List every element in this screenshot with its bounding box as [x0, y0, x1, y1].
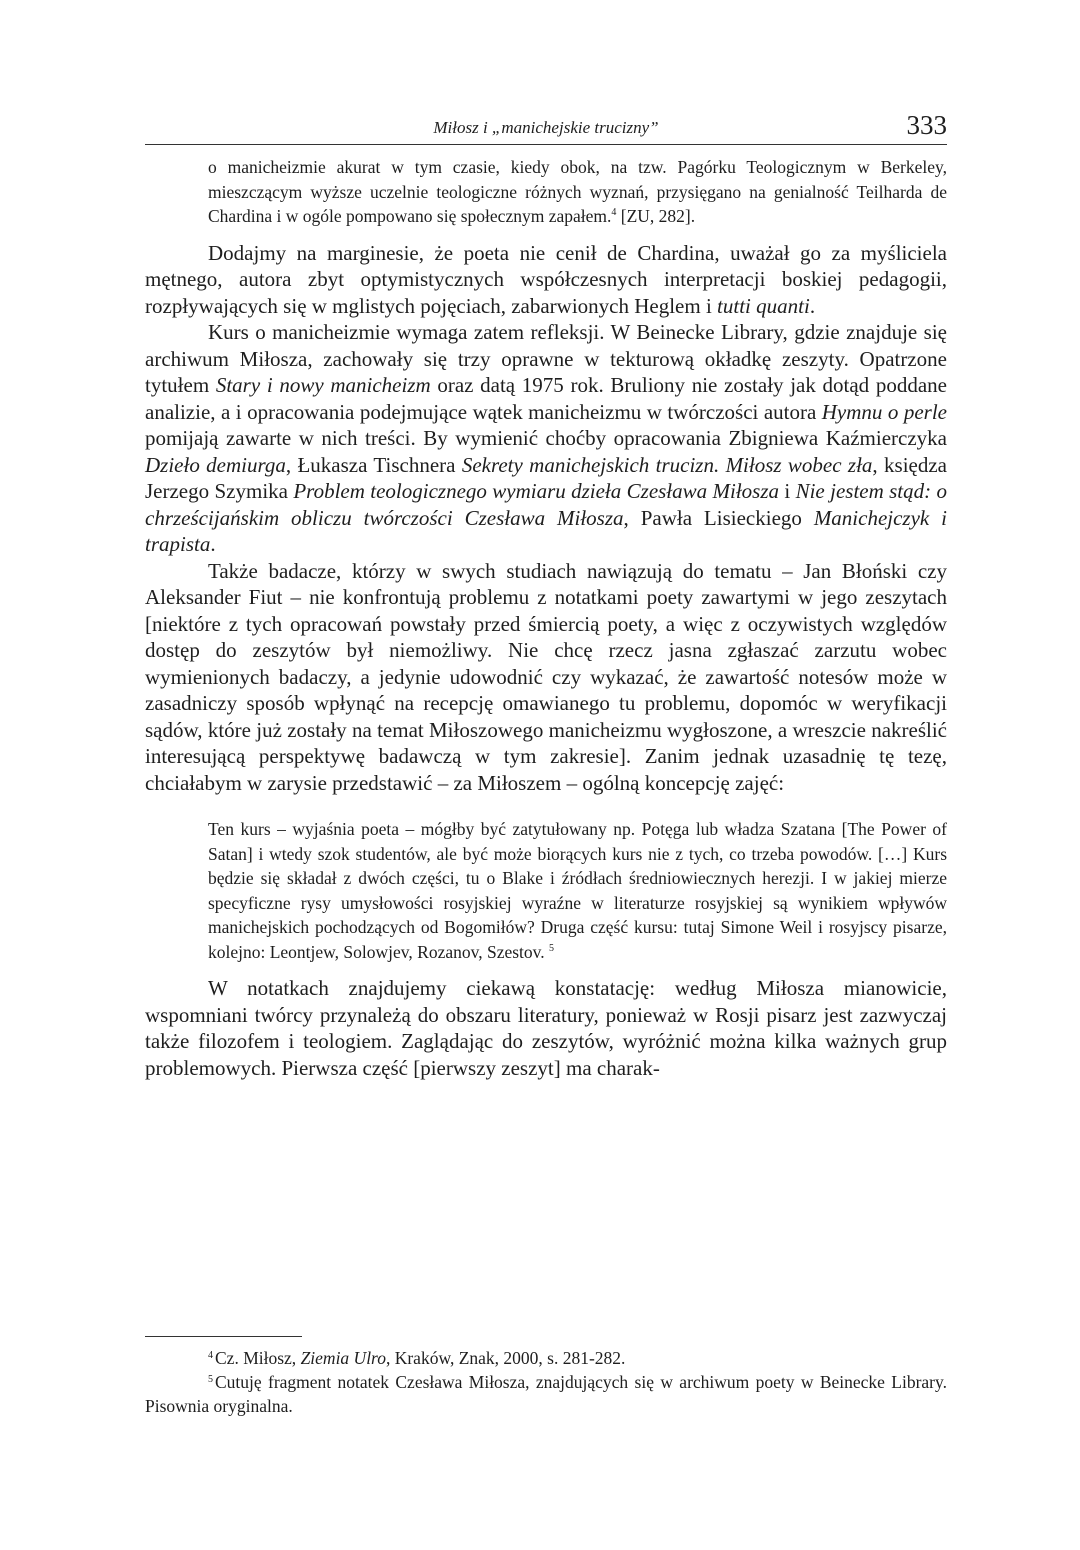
italic-title: Sekrety manichejskich trucizn. Miłosz wobec zła: [461, 452, 873, 477]
italic-phrase: tutti quanti: [717, 293, 810, 318]
paragraph-text: .: [809, 293, 816, 318]
paragraph-3: Także badacze, którzy w swych studiach nawiązują do tematu – Jan Błoński czy Aleksander Fiut – nie konfrontują problemu z notatkami poety zawartymi w jego zeszytach [niektóre z tych opracowań powstały przed śmiercią poety, a więc z oczywistych względów dostęp do zeszytów był niemożliwy. Nie chcę rzecz jasna zgłaszać zarzutu wobec wymienionych badaczy, a jedynie udowodnić czy wykazać, że zawartość notesów może w zasadniczy sposób wpłynąć na recepcję omawianego tu problemu, dopomóc w weryfikacji sądów, które już zostały na temat Miłoszowego manicheizmu wygłoszone, a wreszcie nakreślić interesującą perspektywę badawczą w tym zakresie]. Zanim jednak uzasadnię tę tezę, chciałabym w zarysie przedstawić – za Miłoszem – ogólną koncepcję zajęć:: [145, 558, 947, 795]
paragraph-text: , Łukasza Tischnera: [285, 452, 462, 477]
page-number: 333: [906, 110, 947, 140]
paragraph-text: Kurs o manicheizmie wymaga zatem refleksji. W Beinecke Library, gdzie znajduje się archiwum Miłosza, zachowały się trzy oprawne w tekturową okładkę zeszyty. Opatrzone tytułem: [145, 320, 947, 397]
footnote-number: 5: [208, 1374, 213, 1385]
running-title: Miłosz i „manichejskie trucizny”: [433, 118, 659, 137]
paragraph-text: , Pawła Lisieckiego: [623, 505, 814, 530]
paragraph-text: , księdza Jerzego Szymika: [145, 452, 947, 503]
footnote-text: Cz. Miłosz,: [215, 1348, 301, 1368]
footnote-5: [145, 1370, 947, 1418]
page-header: [145, 112, 947, 145]
paragraph-text: Dodajmy na marginesie, że poeta nie cenił de Chardina, uważał go za myśliciela mętnego, autora zbyt optymistycznych współczesnych interpretacji boskiej pedagogii, rozpływających się w mglistych pojęciach, zabarwionych Heglem i: [145, 240, 947, 318]
paragraph-text: i: [779, 479, 796, 503]
italic-title: Manichejczyk i trapista: [145, 505, 947, 556]
paragraph-text: .: [210, 532, 216, 556]
footnote-ref-4: 4: [611, 207, 617, 218]
footnote-text: Cutuję fragment notatek Czesława Miłosza, znajdujących się w archiwum poety w Beinecke Library. Pisownia oryginalna.: [145, 1372, 947, 1416]
italic-title: Dzieło demiurga: [145, 452, 286, 477]
block-quote-1: [208, 155, 947, 229]
quote-text: Ten kurs – wyjaśnia poeta – mógłby być zatytułowany np. Potęga lub władza Szatana [The Power of Satan] i wtedy szok studentów, ale być może biorących kurs nie z tych, co trzeba powodów. […] Kurs będzie się składał z dwóch części, tu o Blake i źródłach średniowiecznych herezji. I w jakiej mierze specyficzne rysy umysłowości rosyjskiej wyraźne w literaturze rosyjskiej są wynikiem wpływów manichejskich pochodzących od Bogomiłów? Druga część kursu: tutaj Simone Weil i rosyjscy pisarze, kolejno: Leontjew, Solowjev, Rozanov, Szestov.: [208, 819, 947, 962]
italic-title: Ziemia Ulro: [300, 1348, 386, 1368]
footnote-ref-5: 5: [549, 942, 555, 954]
footnote-4: [145, 1346, 947, 1370]
quote-text: o manicheizmie akurat w tym czasie, kiedy obok, na tzw. Pagórku Teologicznym w Berkeley, mieszczącym wyższe uczelnie teologiczne różnych wyznań, przysięgano na genialność Teilharda de Chardina i w ogóle pompowano się społecznym zapałem.: [208, 157, 947, 226]
footnote-rule: [145, 1336, 302, 1337]
italic-title: Hymnu o perle: [821, 399, 947, 424]
block-quote-2: [208, 817, 947, 964]
paragraph-4: W notatkach znajdujemy ciekawą konstatację: według Miłosza mianowicie, wspomniani twórcy przynależą do obszaru literatury, ponieważ w Rosji pisarz jest zazwyczaj także filozofem i teologiem. Zaglądając do zeszytów, wyróżnić można kilka ważnych grup problemowych. Pierwsza część [pierwszy zeszyt] ma charak-: [145, 976, 947, 1080]
footnote-number: 4: [208, 1350, 213, 1361]
quote-citation: [ZU, 282].: [616, 206, 696, 226]
body-text: [145, 155, 947, 1081]
footnotes: [145, 1346, 947, 1418]
paragraph-text: oraz datą 1975 rok. Bruliony nie zostały jak dotąd poddane analizie, a i opracowania podejmujące wątek manicheizmu w twórczości autora: [145, 373, 947, 424]
italic-title: Stary i nowy manicheizm: [215, 373, 431, 397]
paragraph-text: pomijają zawarte w nich treści. By wymienić choćby opracowania Zbigniewa Kaźmierczyka: [145, 426, 947, 450]
footnote-text: , Kraków, Znak, 2000, s. 281-282.: [385, 1348, 626, 1368]
italic-title: Problem teologicznego wymiaru dzieła Czesława Miłosza: [293, 479, 780, 503]
italic-title: Nie jestem stąd: o chrześcijańskim obliczu twórczości Czesława Miłosza: [145, 479, 947, 530]
paragraph-2: [145, 319, 947, 558]
paragraph-1: [145, 240, 947, 320]
